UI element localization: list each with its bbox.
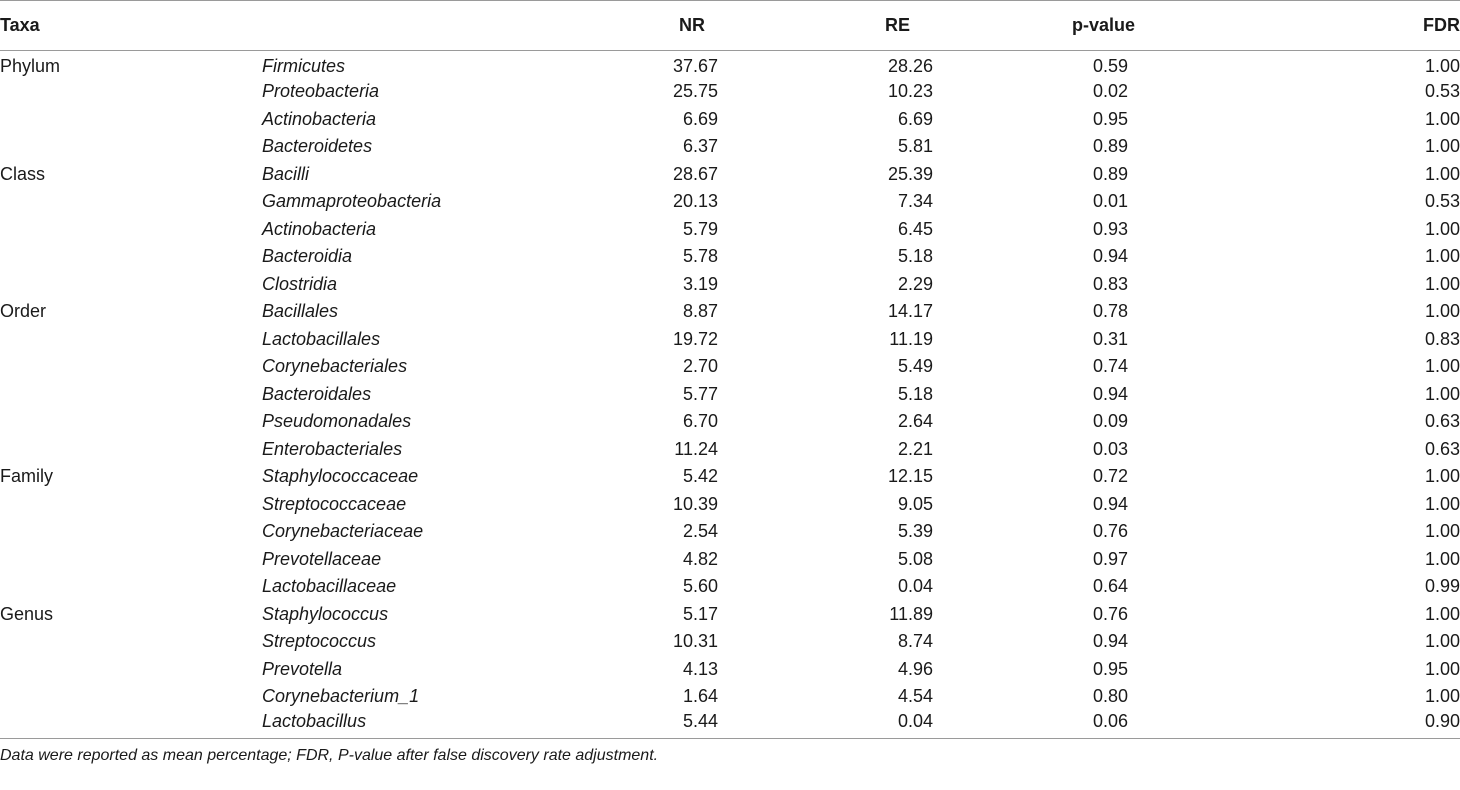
fdr-value-cell: 1.00 [1424,301,1460,322]
fdr-value-cell: 1.00 [1424,493,1460,514]
taxon-rank-cell [0,546,262,574]
header-re: RE [749,1,995,51]
nr-value-cell: 25.75 [672,81,719,102]
taxon-rank-cell [0,628,262,656]
re-value-cell: 6.45 [897,218,934,239]
taxon-rank-cell [0,711,262,739]
taxon-name-cell: Enterobacteriales [262,438,403,459]
table-row [0,78,1460,106]
nr-value-cell: 5.77 [682,383,719,404]
fdr-value-cell: 1.00 [1424,686,1460,707]
p-value-cell: 0.09 [1092,411,1129,432]
fdr-value-cell: 1.00 [1424,108,1460,129]
header-nr: NR [582,1,749,51]
p-value-cell: 0.93 [1092,218,1129,239]
re-value-cell: 5.39 [897,521,934,542]
table-row [0,711,1460,739]
header-row [0,1,1460,51]
re-value-cell: 0.04 [897,710,934,731]
taxon-name-cell: Corynebacteriales [262,356,408,377]
re-value-cell: 4.54 [897,686,934,707]
taxon-rank-cell [0,436,262,464]
nr-value-cell: 4.13 [682,658,719,679]
fdr-value-cell: 1.00 [1424,56,1460,76]
nr-value-cell: 6.69 [682,108,719,129]
taxon-name-cell: Proteobacteria [262,81,380,102]
table-row [0,683,1460,711]
re-value-cell: 28.26 [887,56,934,76]
nr-value-cell: 28.67 [672,163,719,184]
fdr-value-cell: 1.00 [1424,356,1460,377]
taxon-rank-cell [0,381,262,409]
table-row [0,353,1460,381]
re-value-cell: 6.69 [897,108,934,129]
re-value-cell: 12.15 [887,466,934,487]
nr-value-cell: 5.79 [682,218,719,239]
taxon-name-cell: Streptococcus [262,631,377,652]
fdr-value-cell: 0.53 [1424,191,1460,212]
re-value-cell: 5.81 [897,136,934,157]
table-row [0,518,1460,546]
taxon-name-cell: Corynebacterium_1 [262,686,420,707]
p-value-cell: 0.02 [1092,81,1129,102]
taxon-name-cell: Actinobacteria [262,108,377,129]
taxon-name-cell: Lactobacillales [262,328,381,349]
table-row [0,546,1460,574]
nr-value-cell: 5.42 [682,466,719,487]
fdr-value-cell: 0.90 [1424,710,1460,731]
table-body [0,51,1460,739]
taxon-name-cell: Bacteroidales [262,383,372,404]
table-row [0,436,1460,464]
taxon-rank-cell [0,408,262,436]
re-value-cell: 2.21 [897,438,934,459]
p-value-cell: 0.31 [1092,328,1129,349]
re-value-cell: 25.39 [887,163,934,184]
p-value-cell: 0.80 [1092,686,1129,707]
taxon-name-cell: Staphylococcus [262,603,389,624]
re-value-cell: 5.18 [897,246,934,267]
fdr-value-cell: 1.00 [1424,603,1460,624]
nr-value-cell: 6.37 [682,136,719,157]
p-value-cell: 0.95 [1092,108,1129,129]
re-value-cell: 5.08 [897,548,934,569]
taxon-rank-cell [0,133,262,161]
re-value-cell: 14.17 [887,301,934,322]
header-taxa: Taxa [0,1,582,51]
re-value-cell: 2.29 [897,273,934,294]
table-row [0,381,1460,409]
taxon-rank-cell [0,243,262,271]
taxon-name-cell: Bacilli [262,163,310,184]
p-value-cell: 0.94 [1092,631,1129,652]
table-row [0,243,1460,271]
taxon-rank-cell [0,518,262,546]
re-value-cell: 7.34 [897,191,934,212]
header-p-value: p-value [995,1,1261,51]
p-value-cell: 0.76 [1092,603,1129,624]
taxon-name-cell: Bacillales [262,301,339,322]
re-value-cell: 2.64 [897,411,934,432]
taxon-rank-cell [0,78,262,106]
taxon-name-cell: Streptococcaceae [262,493,407,514]
taxon-rank-cell [0,271,262,299]
taxon-rank-cell [0,216,262,244]
fdr-value-cell: 1.00 [1424,466,1460,487]
table-row [0,216,1460,244]
p-value-cell: 0.64 [1092,576,1129,597]
table-row [0,161,1460,189]
table-row [0,51,1460,79]
nr-value-cell: 6.70 [682,411,719,432]
taxon-name-cell: Clostridia [262,273,338,294]
fdr-value-cell: 1.00 [1424,136,1460,157]
re-value-cell: 9.05 [897,493,934,514]
table-row [0,106,1460,134]
re-value-cell: 10.23 [887,81,934,102]
p-value-cell: 0.01 [1092,191,1129,212]
nr-value-cell: 10.39 [672,493,719,514]
taxon-name-cell: Actinobacteria [262,218,377,239]
taxon-name-cell: Lactobacillus [262,710,367,731]
nr-value-cell: 11.24 [674,438,719,459]
re-value-cell: 5.49 [897,356,934,377]
fdr-value-cell: 1.00 [1424,163,1460,184]
taxon-name-cell: Bacteroidia [262,246,353,267]
taxon-name-cell: Prevotellaceae [262,548,382,569]
fdr-value-cell: 0.53 [1424,81,1460,102]
table-row [0,601,1460,629]
p-value-cell: 0.94 [1092,383,1129,404]
taxon-rank-cell: Family [0,466,53,487]
fdr-value-cell: 1.00 [1424,658,1460,679]
re-value-cell: 11.19 [889,328,934,349]
table-header [0,1,1460,51]
table-row [0,298,1460,326]
nr-value-cell: 19.72 [672,328,719,349]
p-value-cell: 0.95 [1092,658,1129,679]
table-row [0,271,1460,299]
taxon-name-cell: Lactobacillaceae [262,576,397,597]
fdr-value-cell: 1.00 [1424,383,1460,404]
fdr-value-cell: 1.00 [1424,521,1460,542]
p-value-cell: 0.59 [1092,56,1129,76]
re-value-cell: 5.18 [897,383,934,404]
taxon-rank-cell [0,683,262,711]
taxon-name-cell: Firmicutes [262,56,346,76]
nr-value-cell: 10.31 [672,631,719,652]
taxon-rank-cell [0,106,262,134]
taxon-rank-cell [0,353,262,381]
taxon-name-cell: Gammaproteobacteria [262,191,442,212]
p-value-cell: 0.72 [1092,466,1129,487]
table-row [0,628,1460,656]
p-value-cell: 0.89 [1092,163,1129,184]
fdr-value-cell: 0.99 [1424,576,1460,597]
p-value-cell: 0.83 [1092,273,1129,294]
taxon-rank-cell: Order [0,301,47,322]
table-row [0,133,1460,161]
table-row [0,326,1460,354]
fdr-value-cell: 0.63 [1424,411,1460,432]
re-value-cell: 4.96 [897,658,934,679]
nr-value-cell: 2.54 [682,521,719,542]
taxon-name-cell: Corynebacteriaceae [262,521,424,542]
fdr-value-cell: 1.00 [1424,218,1460,239]
p-value-cell: 0.03 [1092,438,1129,459]
p-value-cell: 0.89 [1092,136,1129,157]
nr-value-cell: 5.78 [682,246,719,267]
table-row [0,573,1460,601]
p-value-cell: 0.94 [1092,493,1129,514]
fdr-value-cell: 1.00 [1424,631,1460,652]
table-row [0,656,1460,684]
p-value-cell: 0.76 [1092,521,1129,542]
taxon-name-cell: Prevotella [262,658,343,679]
table-row [0,463,1460,491]
p-value-cell: 0.06 [1092,710,1129,731]
header-fdr: FDR [1261,1,1460,51]
taxon-rank-cell [0,326,262,354]
nr-value-cell: 8.87 [682,301,719,322]
re-value-cell: 0.04 [897,576,934,597]
nr-value-cell: 2.70 [682,356,719,377]
taxon-rank-cell [0,491,262,519]
fdr-value-cell: 1.00 [1424,246,1460,267]
table-row [0,188,1460,216]
p-value-cell: 0.94 [1092,246,1129,267]
taxon-rank-cell [0,656,262,684]
taxon-name-cell: Bacteroidetes [262,136,373,157]
nr-value-cell: 1.64 [682,686,719,707]
p-value-cell: 0.78 [1092,301,1129,322]
fdr-value-cell: 1.00 [1424,548,1460,569]
nr-value-cell: 4.82 [682,548,719,569]
taxon-name-cell: Staphylococcaceae [262,466,419,487]
p-value-cell: 0.74 [1092,356,1129,377]
taxon-name-cell: Pseudomonadales [262,411,412,432]
re-value-cell: 11.89 [889,603,934,624]
table-row [0,491,1460,519]
nr-value-cell: 5.60 [682,576,719,597]
nr-value-cell: 20.13 [672,191,719,212]
taxon-rank-cell: Class [0,163,46,184]
table-footnote: Data were reported as mean percentage; FDR, P-value after false discovery rate adjustment. [0,738,1460,765]
nr-value-cell: 37.67 [672,56,719,76]
nr-value-cell: 5.17 [682,603,719,624]
p-value-cell: 0.97 [1092,548,1129,569]
table-row [0,408,1460,436]
nr-value-cell: 3.19 [682,273,719,294]
fdr-value-cell: 0.63 [1424,438,1460,459]
re-value-cell: 8.74 [897,631,934,652]
fdr-value-cell: 1.00 [1424,273,1460,294]
taxon-rank-cell: Genus [0,603,54,624]
taxon-rank-cell: Phylum [0,56,61,76]
taxon-rank-cell [0,573,262,601]
nr-value-cell: 5.44 [682,710,719,731]
fdr-value-cell: 0.83 [1424,328,1460,349]
taxon-rank-cell [0,188,262,216]
